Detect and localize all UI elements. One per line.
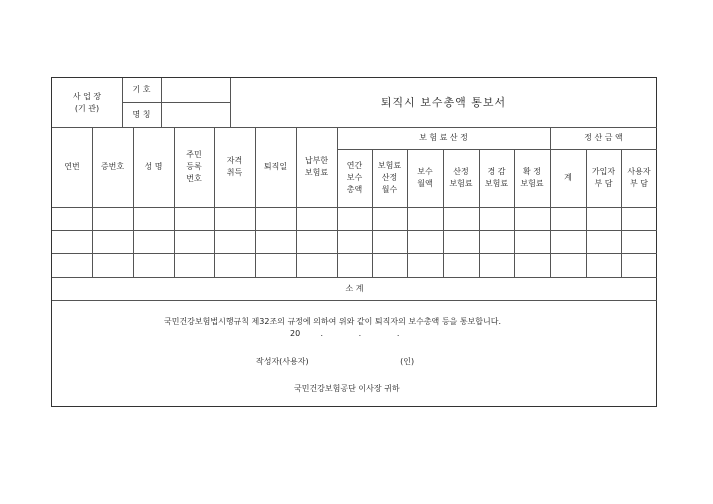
recipient-line: 국민건강보험공단 이사장 귀하 xyxy=(294,384,400,393)
name-label: 명 칭 xyxy=(132,109,151,119)
col-reduced-premium: 경 감 보험료 xyxy=(484,167,509,188)
code-value-field[interactable] xyxy=(161,78,230,102)
notice-text: 국민건강보험법시행규칙 제32조의 규정에 의하여 위와 같이 퇴직자의 보수총액 등을 통보합니다. xyxy=(164,317,501,326)
col-resident-no: 주민 등록 번호 xyxy=(186,150,202,183)
code-label: 기 호 xyxy=(132,85,151,94)
col-calculated-premium: 산정 보험료 xyxy=(449,167,473,188)
table-row[interactable] xyxy=(52,253,657,277)
col-annual-income: 연간 보수 총액 xyxy=(346,161,363,194)
col-monthly-income: 보수 월액 xyxy=(417,167,433,188)
col-paid-premium: 납부한 보험료 xyxy=(304,156,329,177)
author-line: 작성자(사용자) (인) xyxy=(256,357,415,366)
col-name: 성 명 xyxy=(144,162,163,171)
subtotal-label: 소 계 xyxy=(345,283,364,293)
col-subscriber-share: 가입자 부 담 xyxy=(591,167,616,188)
col-card-no: 증번호 xyxy=(100,162,125,171)
col-confirmed-premium: 확 정 보험료 xyxy=(520,167,544,188)
col-qualification-date: 자격 취득 xyxy=(226,156,243,177)
group-insurance-calc: 보 험 료 산 정 xyxy=(419,133,468,142)
form-title: 퇴직시 보수총액 통보서 xyxy=(380,95,507,109)
notice-date: 20 . . . xyxy=(290,329,400,338)
name-value-field[interactable] xyxy=(161,102,230,127)
col-total: 계 xyxy=(564,173,572,182)
workplace-label: 사 업 장 (기 관) xyxy=(72,91,102,113)
col-serial: 연번 xyxy=(64,162,80,171)
table-row[interactable] xyxy=(52,207,657,230)
group-settlement: 정 산 금 액 xyxy=(584,133,623,142)
table-row[interactable] xyxy=(52,230,657,253)
col-employer-share: 사용자 부 담 xyxy=(627,167,651,188)
notice-form xyxy=(51,77,657,407)
col-retirement-date: 퇴직일 xyxy=(263,162,288,171)
col-calc-months: 보험료 산정 월수 xyxy=(377,161,402,194)
